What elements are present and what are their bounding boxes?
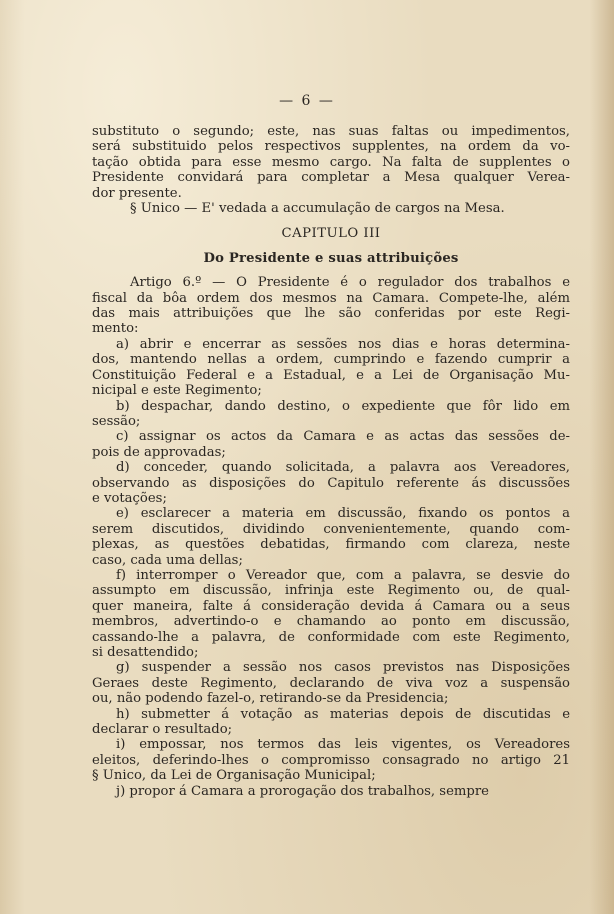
text-line: observando as disposições do Capitulo referente ás discussões (92, 475, 570, 491)
text-line: membros, advertindo-o e chamando ao ponto em discussão, (92, 614, 570, 630)
text-line: eleitos, deferindo-lhes o compromisso consagrado no artigo 21 (92, 752, 570, 768)
text-line: c) assignar os actos da Camara e as actas das sessões de- (116, 429, 570, 445)
text-line: substituto o segundo; este, nas suas faltas ou impedimentos, (92, 124, 570, 139)
text-line: nicipal e este Regimento; (92, 383, 262, 399)
text-line: h) submetter á votação as materias depois de discutidas e (116, 706, 570, 722)
item-list (92, 337, 570, 799)
text-line: g) suspender a sessão nos casos previstos nas Disposições (116, 660, 570, 676)
list-item (92, 399, 570, 430)
text-line: mento: (92, 321, 139, 337)
text-line: Artigo 6.º — O Presidente é o regulador dos trabalhos e (130, 275, 570, 291)
text-line: dos, mantendo nellas a ordem, cumprindo e fazendo cumprir a (92, 352, 570, 368)
text-line: Constituição Federal e a Estadual, e a Lei de Organisação Mu- (92, 367, 570, 383)
text-line: dor presente. (92, 185, 182, 201)
paragrafo-unico: § Unico — E' vedada a accumulação de cargos na Mesa. (130, 201, 505, 217)
page-body (92, 124, 570, 799)
list-item (92, 429, 570, 460)
text-line: b) despachar, dando destino, o expediente que fôr lido em (116, 398, 570, 414)
artigo-paragraph (92, 275, 570, 337)
text-line: pois de approvadas; (92, 444, 226, 460)
list-item (92, 660, 570, 706)
text-line: cassando-lhe a palavra, de conformidade com este Regimento, (92, 629, 570, 645)
text-line: das mais attribuições que lhe são conferidas por este Regi- (92, 306, 570, 322)
text-line: si desattendido; (92, 645, 199, 660)
text-line: i) empossar, nos termos das leis vigentes, os Vereadores (116, 737, 570, 753)
text-line: § Unico, da Lei de Organisação Municipal; (92, 768, 376, 784)
list-item (92, 506, 570, 568)
list-item (92, 568, 570, 660)
text-line: será substituido pelos respectivos supplentes, na ordem da vo- (92, 139, 570, 155)
text-line: e votações; (92, 490, 167, 506)
text-line: serem discutidos, dividindo convenientemente, quando com- (92, 521, 570, 537)
text-line: Geraes deste Regimento, declarando de viva voz a suspensão (92, 675, 570, 691)
page-number: — 6 — (279, 93, 335, 109)
text-line: a) abrir e encerrar as sessões nos dias e horas determina- (116, 336, 570, 352)
text-line: sessão; (92, 413, 141, 429)
text-line: declarar o resultado; (92, 722, 233, 738)
intro-paragraph (92, 124, 570, 201)
text-line: assumpto em discussão, infrinja este Regimento ou, de qual- (92, 583, 570, 599)
text-line: d) conceder, quando solicitada, a palavra aos Vereadores, (116, 460, 570, 476)
text-line: quer maneira, falte á consideração devida á Camara ou a seus (92, 598, 570, 614)
list-item (92, 707, 570, 738)
text-line: ou, não podendo fazel-o, retirando-se da Presidencia; (92, 691, 449, 707)
text-line: caso, cada uma dellas; (92, 552, 243, 568)
text-line: fiscal da bôa ordem dos mesmos na Camara. Compete-lhe, além (92, 290, 570, 306)
text-line: Presidente convidará para completar a Mesa qualquer Verea- (92, 170, 570, 186)
list-item (92, 460, 570, 506)
text-line: plexas, as questões debatidas, firmando com clareza, neste (92, 537, 570, 553)
text-line: e) esclarecer a materia em discussão, fixando os pontos a (116, 506, 570, 522)
section-title: Do Presidente e suas attribuições (203, 250, 459, 266)
text-line: tação obtida para esse mesmo cargo. Na falta de supplentes o (92, 154, 570, 170)
chapter-title: CAPITULO III (281, 226, 381, 242)
text-line: f) interromper o Vereador que, com a palavra, se desvie do (116, 567, 570, 583)
list-item (92, 337, 570, 399)
text-line: j) propor á Camara a prorogação dos trabalhos, sempre (116, 783, 489, 799)
list-item (92, 784, 570, 799)
list-item (92, 737, 570, 783)
